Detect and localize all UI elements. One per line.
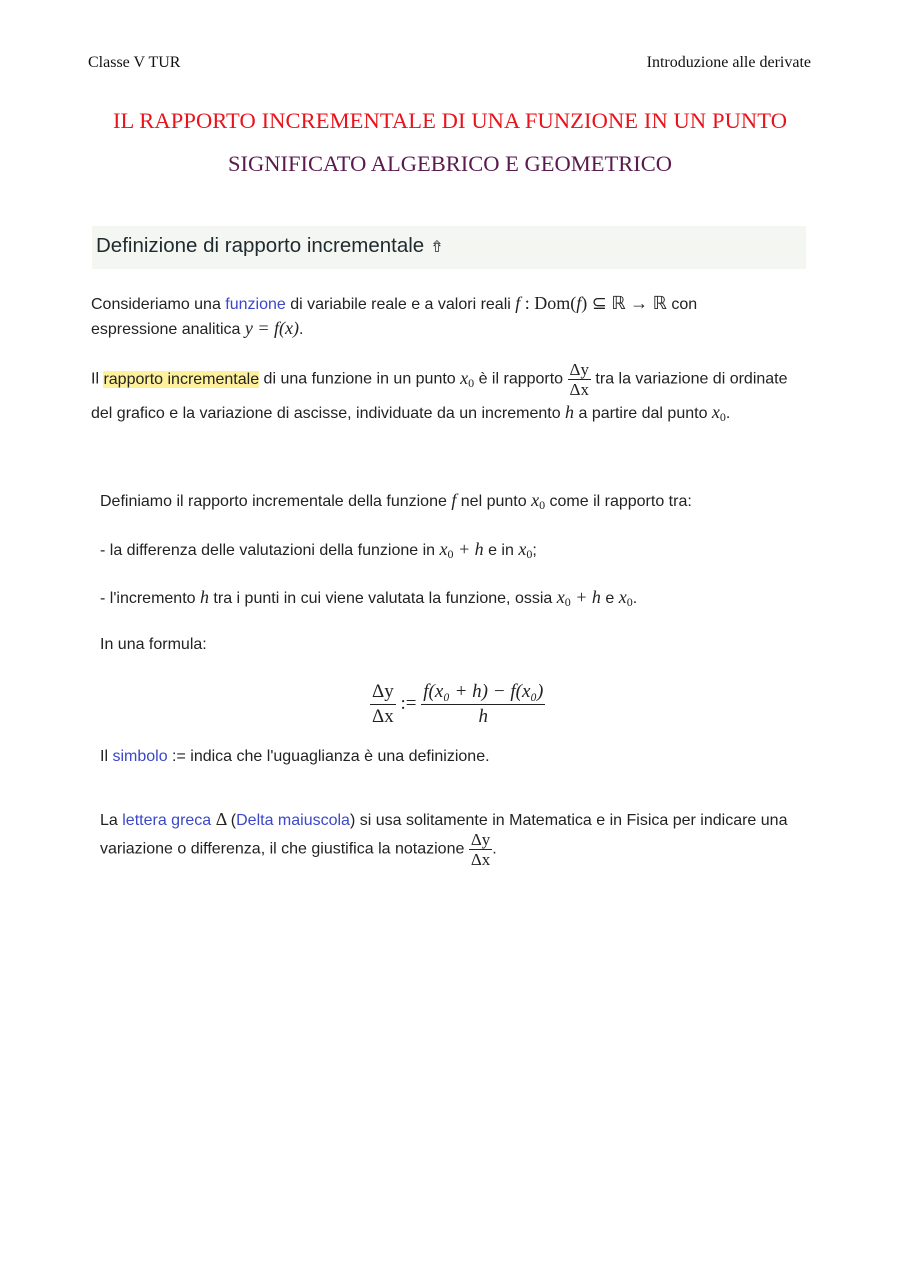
link-lettera-greca[interactable]: lettera greca [122, 812, 212, 829]
text: . [299, 321, 304, 338]
math-x0-plus-h: $x_0 + h$ [556, 587, 601, 609]
bullet-difference [100, 539, 537, 562]
text: è il rapporto [474, 370, 568, 388]
text: . [492, 840, 497, 858]
fraction-dy-dx: $\frac{\Delta y}{\Delta x}$ [569, 360, 589, 399]
definition-line-2 [91, 402, 730, 425]
math-h: h [199, 587, 209, 607]
text: Il [91, 370, 104, 388]
highlight-rapporto-incrementale: rapporto incrementale [103, 370, 260, 388]
math-f: f [451, 490, 457, 510]
math-h: h [565, 402, 575, 422]
link-delta-maiuscola[interactable]: Delta maiuscola [236, 812, 350, 829]
math-x0: $x_0$ [460, 367, 475, 390]
definition-line-1 [91, 360, 788, 399]
text: espressione analitica [91, 321, 245, 338]
text: a partire dal punto [574, 405, 712, 422]
text: ) si usa solitamente in Matematica e in Fisica per indicare una [349, 812, 788, 829]
math-x0: $x_0$ [618, 587, 633, 609]
text: del grafico e la variazione di ascisse, individuate da un incremento [91, 405, 566, 422]
section-title [96, 234, 444, 258]
section-title-text: Definizione di rapporto incrementale [96, 234, 425, 257]
document-subtitle: SIGNIFICATO ALGEBRICO E GEOMETRICO [228, 151, 672, 176]
link-funzione[interactable]: funzione [225, 296, 286, 313]
formula-rhs: $\frac{\text{f(x₀ + h) − f(x₀)}}{h}$ [423, 681, 544, 727]
text: La [100, 812, 123, 829]
document-title: IL RAPPORTO INCREMENTALE DI UNA FUNZIONE IN UN PUNTO [112, 108, 788, 133]
text: Definiamo il rapporto incrementale della funzione [100, 493, 452, 510]
text: tra la variazione di ordinate [590, 370, 788, 388]
intro-line-1 [91, 293, 697, 314]
fraction-dy-dx: $\frac{\Delta y}{\Delta x}$ [470, 830, 491, 869]
intro-line-2 [91, 318, 303, 339]
formula-intro: In una formula: [100, 636, 207, 653]
bullet-increment [100, 587, 637, 610]
formula-operator: := [395, 692, 422, 714]
header-topic: Introduzione alle derivate [646, 54, 811, 71]
definition-formula [370, 680, 545, 729]
text: . [632, 590, 638, 607]
math-x0: $x_0$ [531, 490, 546, 512]
text: Consideriamo una [91, 296, 226, 313]
text: e [600, 590, 619, 607]
text: := indica che l'uguaglianza è una definizione. [167, 748, 490, 765]
text: . [725, 405, 731, 422]
math-expression: y = f(x) [244, 318, 299, 338]
greek-note-line-1 [100, 809, 787, 830]
math-x0: $x_0$ [518, 539, 533, 561]
math-x0: $x_0$ [711, 402, 726, 424]
text: variazione o differenza, il che giustifica la notazione [100, 840, 469, 858]
text: tra i punti in cui viene valutata la funzione, ossia [208, 590, 557, 607]
up-arrow-icon[interactable]: ⇮ [430, 239, 444, 256]
text: nel punto [456, 493, 532, 510]
delta-symbol: Δ [211, 809, 231, 829]
text: e in [483, 542, 519, 559]
greek-note-line-2 [100, 830, 497, 869]
link-simbolo[interactable]: simbolo [112, 748, 168, 765]
text: - l'incremento [100, 590, 200, 607]
math-domain: f : Dom(f) ⊆ ℝ → ℝ [515, 293, 667, 313]
text: di variabile reale e a valori reali [285, 296, 516, 313]
text: di una funzione in un punto [259, 370, 461, 388]
text: - la differenza delle valutazioni della funzione in [100, 542, 440, 559]
text: ( [230, 812, 237, 829]
text: ; [532, 542, 537, 559]
define-line [100, 490, 692, 513]
math-x0-plus-h: $x_0 + h$ [439, 539, 484, 561]
text: con [666, 296, 698, 313]
text: Il [100, 748, 113, 765]
symbol-note [100, 748, 490, 766]
formula-lhs: $\frac{\Delta y}{\Delta x}$ [372, 681, 394, 727]
text: come il rapporto tra: [545, 493, 692, 510]
header-class: Classe V TUR [88, 54, 181, 71]
